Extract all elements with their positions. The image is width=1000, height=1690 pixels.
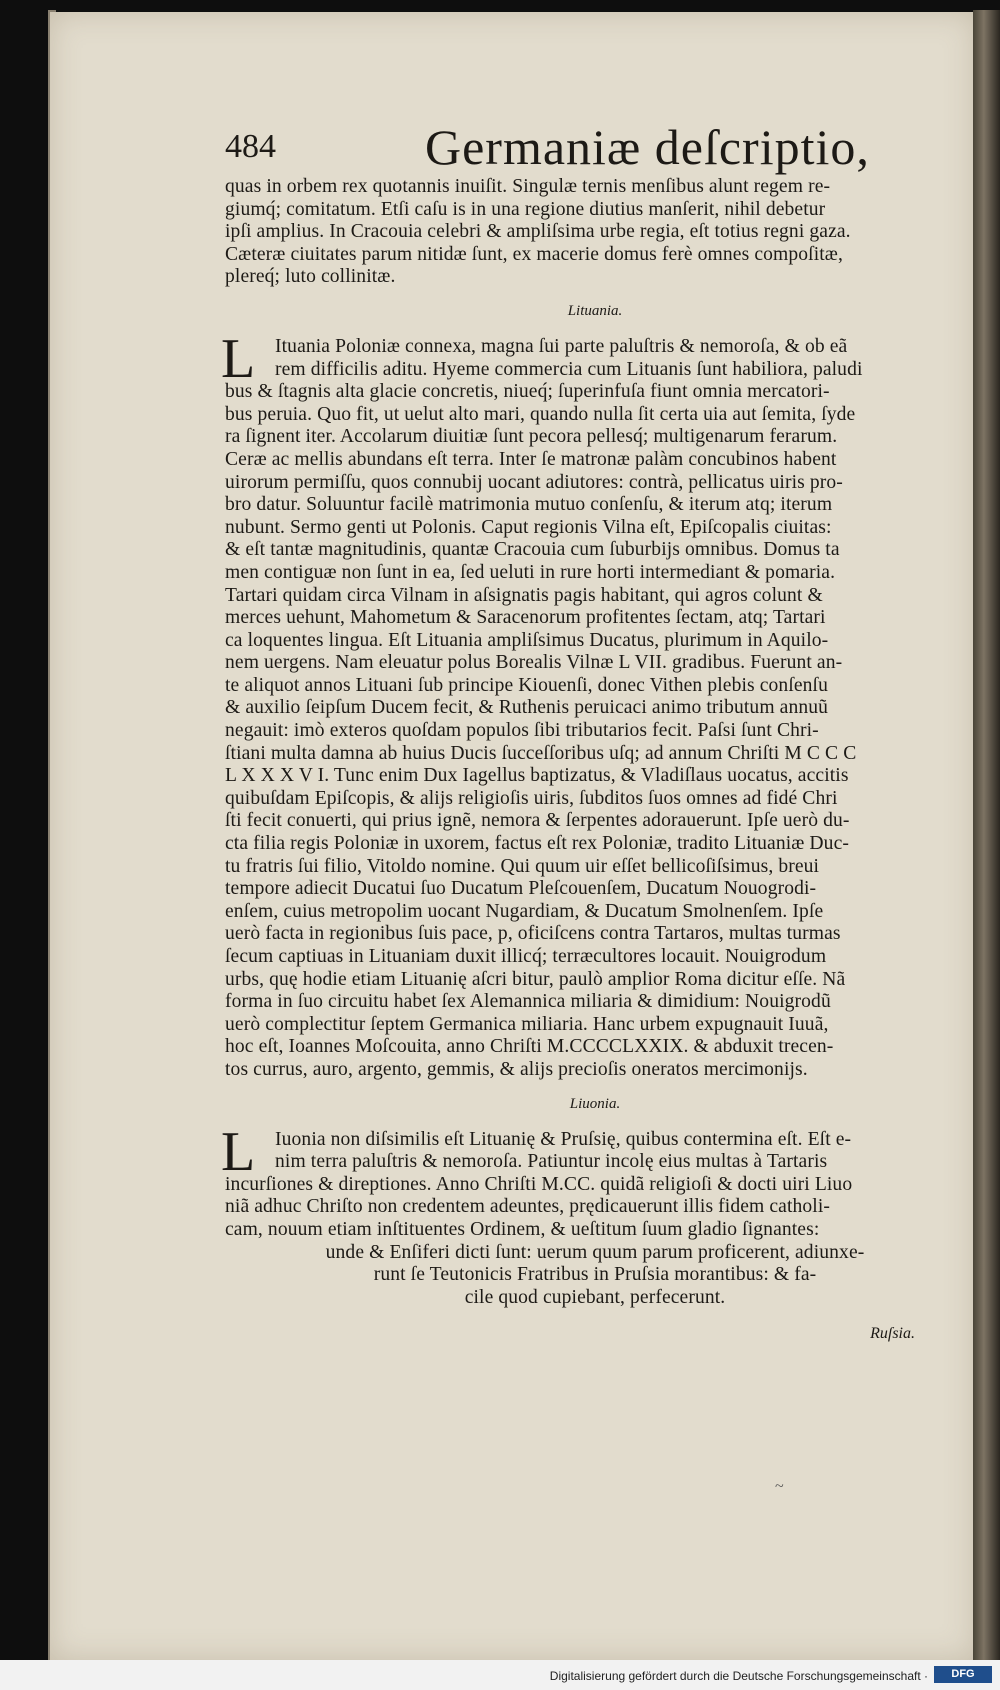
text-line: forma in ſuo circuitu habet ſex Alemannica miliaria & dimidium: Nouigrodũ [225,991,831,1013]
text-line: & eſt tantæ magnitudinis, quantæ Cracouia cum ſuburbijs omnibus. Domus ta [225,539,840,561]
running-title: Germaniæ deſcriptio, [425,119,870,175]
text-line: niã adhuc Chriſto non credentem adeuntes, prędicauerunt illis fidem catholi- [225,1196,831,1218]
text-line: unde & Enſiferi dicti ſunt: uerum quum parum proficerent, adiunxe- [325,1241,865,1263]
text-line: men contiguæ non ſunt in ea, ſed ueluti in rure horti intermediant & pomaria. [225,561,836,583]
text-line: plereq́; luto collinitæ. [225,266,396,288]
text-line: & auxilio ſeipſum Ducem fecit, & Ruthenis peruicaci animo tributum annuũ [225,697,829,719]
text-line: ca loquentes lingua. Eſt Lituania ampliſsimus Ducatus, plurimum in Aquilo- [225,629,829,651]
text-line: bus peruia. Quo fit, ut uelut alto mari, quando nulla ſit certa uia aut ſemita, ſyde [225,403,856,425]
running-head [225,118,965,176]
text-line: hoc eſt, Ioannes Moſcouita, anno Chriſti M.CCCCLXXIX. & abduxit trecen- [225,1036,834,1058]
text-line: ipſi amplius. In Cracouia celebri & ampliſsima urbe regia, eſt totius regni gaza. [225,221,851,243]
text-line: ſecum captiuas in Lituaniam duxit illicq́; terræcultores locauit. Nouigrodum [225,946,827,967]
opening-paragraph [225,176,965,289]
text-line: nem uergens. Nam eleuatur polus Borealis Vilnæ L VII. gradibus. Fuerunt an- [225,652,843,674]
digitization-footer [0,1660,1000,1690]
text-line: Cæteræ ciuitates parum nitidæ ſunt, ex macerie domus ferè omnes compoſitæ, [225,243,843,265]
text-line: uirorum permiſſu, quos connubij uocant adiutores: contrà, pellicatus uiris pro- [225,471,843,493]
text-line: nim terra paluſtris & nemoroſa. Patiuntur incolę eius multas à Tartaris [275,1151,828,1173]
text-line: Ituania Poloniæ connexa, magna ſui parte paluſtris & nemoroſa, & ob eã [275,335,848,357]
text-line: enſem, cuius metropolim uocant Nugardiam, & Ducatum Smolnenſem. Ipſe [225,900,824,922]
text-line: negauit: imò exteros quoſdam populos ſibi tributarios fecit. Paſsi ſunt Chri- [225,720,819,742]
page-text [221,118,965,1343]
catchword: Ruſsia. [870,1325,915,1343]
dfg-logo[interactable]: DFG [934,1666,992,1683]
drop-cap: L [221,1120,256,1183]
text-line: ra ſignent iter. Accolarum diuitiæ ſunt pecora pellesq́; multigenarum ferarum. [225,426,838,448]
text-line: quas in orbem rex quotannis inuiſit. Singulæ ternis menſibus alunt regem re- [225,176,831,197]
text-line: tempore adiecit Ducatui ſuo Ducatum Pleſcouenſem, Ducatum Nouogrodi- [225,878,817,900]
text-line: tos currus, auro, argento, gemmis, & alijs precioſis oneratos mercimonijs. [225,1058,808,1080]
text-line: ſtiani multa damna ab huius Ducis ſucceſſoribus uſq; ad annum Chriſti M C C C [225,742,857,764]
text-line: ſti fecit conuerti, qui prius ignẽ, nemora & ſerpentes adorauerunt. Ipſe uerò du- [225,810,850,832]
text-line: bus & ſtagnis alta glacie concretis, niueq́; ſuperinfuſa fiunt omnia mercatori- [225,381,830,403]
section-title-lituania: Lituania. [567,302,623,319]
text-line: bro datur. Soluuntur facilè matrimonia mutuo conſenſu, & iterum atq; iterum [225,494,833,516]
text-line: tu fratris ſui filio, Vitoldo nomine. Qui quum uir eſſet bellicoſiſsimus, breui [225,855,820,877]
section-title-liuonia: Liuonia. [569,1095,621,1112]
text-line: uerò complectitur ſeptem Germanica miliaria. Hanc urbem expugnauit Iuuã, [225,1013,829,1035]
text-line: rem difficilis aditu. Hyeme commercia cum Lituanis ſunt habiliora, paludi [275,358,863,380]
text-line: te aliquot annos Lituani ſub principe Kiouenſi, donec Vithen plebis conſenſu [225,674,828,696]
ink-mark-icon: ~ [775,1478,784,1495]
text-line: nubunt. Sermo genti ut Polonis. Caput regionis Vilna eſt, Epiſcopalis ciuitas: [225,516,832,538]
text-line: L X X X V I. Tunc enim Dux Iagellus baptizatus, & Vladiſlaus uocatus, accitis [225,765,849,787]
text-line: runt ſe Teutonicis Fratribus in Pruſsia morantibus: & fa- [373,1264,817,1286]
text-line: cile quod cupiebant, perfecerunt. [464,1286,726,1308]
text-line: cta filia regis Poloniæ in uxorem, factus eſt rex Poloniæ, tradito Lituaniæ Duc- [225,833,849,855]
text-line: incurſiones & direptiones. Anno Chriſti M.CC. quidã religioſi & docti uiri Liuo [225,1173,853,1195]
dfg-credit: Digitalisierung gefördert durch die Deutsche Forschungsgemeinschaft · [549,1669,928,1683]
text-line: Ceræ ac mellis abundans eſt terra. Inter ſe matronæ palàm concubinos habent [225,448,837,470]
text-line: uerò facta in regionibus ſuis pace, p, oficiſcens contra Tartaros, multas turmas [225,923,841,945]
lituania-paragraph [221,327,965,1082]
text-line: Tartari quidam circa Vilnam in aſsignatis pagis habitant, qui agros colunt & [225,584,823,606]
drop-cap: L [221,327,256,390]
text-line: Iuonia non diſsimilis eſt Lituanię & Pruſsię, quibus contermina eſt. Eſt e- [275,1128,852,1150]
text-line: quibuſdam Epiſcopis, & alijs religioſis uiris, ſubditos ſuos omnes ad fidé Chri [225,787,838,809]
text-line: merces uehunt, Mahometum & Saracenorum profitentes ſectam, atq; Tartari [225,607,826,629]
text-line: urbs, quę hodie etiam Lituanię aſcri bitur, paulò amplior Roma dicitur eſſe. Nã [225,968,846,990]
text-line: giumq́; comitatum. Etſi caſu is in una regione diutius manſerit, nihil debetur [225,198,826,220]
book-right-edge [973,10,1000,1662]
liuonia-paragraph [221,1120,965,1310]
text-line: cam, nouum etiam inſtituentes Ordinem, & ueſtitum ſuum gladio ſignantes: [225,1218,820,1240]
page-number: 484 [225,128,276,165]
